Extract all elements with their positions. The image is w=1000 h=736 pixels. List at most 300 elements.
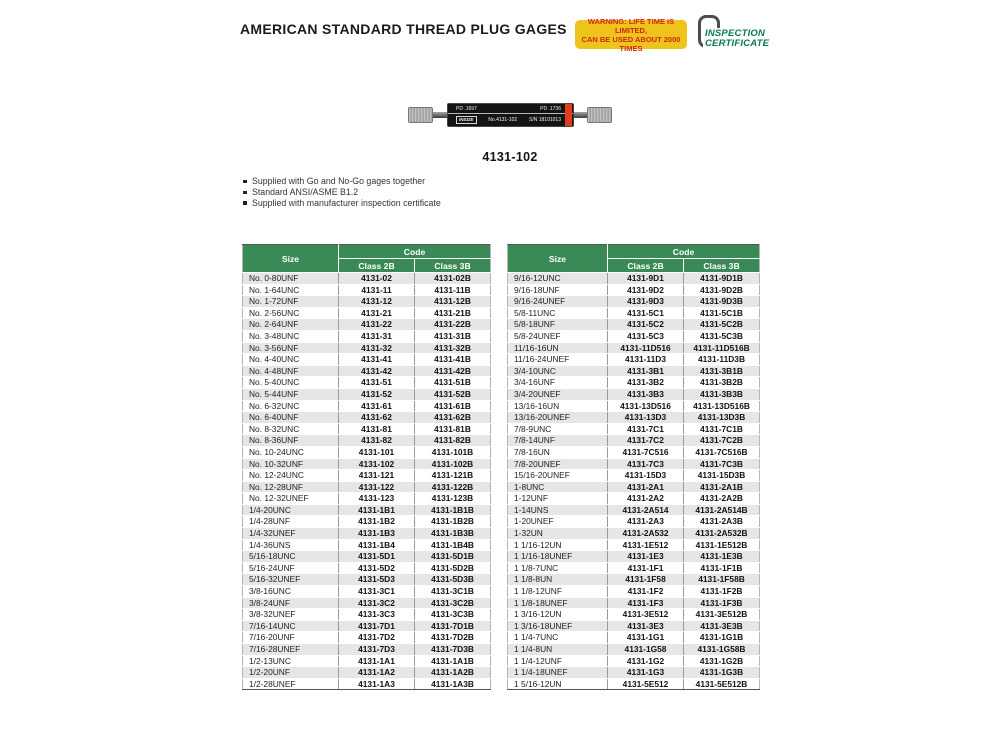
gage-handle <box>447 103 574 127</box>
table-row <box>508 412 760 424</box>
size-cell: 1 1/8-7UNC <box>508 562 608 574</box>
table-row <box>243 667 491 679</box>
code-cell: 4131-11D3B <box>684 354 760 366</box>
code-cell: 4131-7C516 <box>608 446 684 458</box>
table-row <box>508 377 760 389</box>
table-row <box>243 412 491 424</box>
table-row <box>243 423 491 435</box>
table-row <box>508 342 760 354</box>
code-cell: 4131-9D1B <box>684 273 760 285</box>
gage-number-label: No.4131-102 <box>488 117 518 123</box>
code-cell: 4131-11D3 <box>608 354 684 366</box>
table-row <box>508 504 760 516</box>
code-cell: 4131-1A3B <box>415 678 491 690</box>
code-cell: 4131-62 <box>339 412 415 424</box>
inspection-certificate-logo <box>696 15 770 55</box>
table-row <box>243 435 491 447</box>
size-code-table-left <box>242 244 491 690</box>
gage-serial-label: S/N 18101013 <box>529 117 561 123</box>
code-cell: 4131-1A2B <box>415 667 491 679</box>
table-row <box>508 354 760 366</box>
size-cell: 1 1/8-8UN <box>508 574 608 586</box>
code-cell: 4131-3E3B <box>684 620 760 632</box>
size-column-header: Size <box>508 245 608 273</box>
warning-line-2: CAN BE USED ABOUT 2000 TIMES <box>581 34 681 53</box>
table-row <box>243 365 491 377</box>
code-cell: 4131-9D3 <box>608 296 684 308</box>
pd-right-label: PD .1736 <box>540 106 561 112</box>
table-row <box>508 273 760 285</box>
table-row <box>508 481 760 493</box>
code-cell: 4131-32 <box>339 342 415 354</box>
table-row <box>243 400 491 412</box>
code-cell: 4131-3E512 <box>608 609 684 621</box>
size-cell: No. 2-64UNF <box>243 319 339 331</box>
size-code-table-right <box>507 244 760 690</box>
code-cell: 4131-2A532B <box>684 528 760 540</box>
table-row <box>508 528 760 540</box>
table-row <box>508 435 760 447</box>
table-row <box>243 528 491 540</box>
code-cell: 4131-52 <box>339 388 415 400</box>
code-cell: 4131-31 <box>339 330 415 342</box>
size-cell: No. 1-64UNC <box>243 284 339 296</box>
table-row <box>508 644 760 656</box>
code-cell: 4131-7C3 <box>608 458 684 470</box>
code-cell: 4131-21 <box>339 307 415 319</box>
code-cell: 4131-2A514 <box>608 504 684 516</box>
table-row <box>508 667 760 679</box>
size-cell: No. 6-32UNC <box>243 400 339 412</box>
code-cell: 4131-7D3 <box>339 644 415 656</box>
code-cell: 4131-1G2 <box>608 655 684 667</box>
code-cell: 4131-122B <box>415 481 491 493</box>
code-cell: 4131-1B4 <box>339 539 415 551</box>
table-row <box>243 470 491 482</box>
warning-badge <box>575 16 687 53</box>
table-row <box>508 284 760 296</box>
code-cell: 4131-123 <box>339 493 415 505</box>
size-cell: No. 10-24UNC <box>243 446 339 458</box>
code-cell: 4131-5D1 <box>339 551 415 563</box>
class-3b-header: Class 3B <box>684 259 760 273</box>
code-cell: 4131-32B <box>415 342 491 354</box>
table-row <box>243 342 491 354</box>
nogo-thread-tip <box>587 107 612 123</box>
size-cell: 1 1/8-18UNEF <box>508 597 608 609</box>
code-cell: 4131-1F2B <box>684 586 760 598</box>
code-cell: 4131-2A2 <box>608 493 684 505</box>
table-row <box>243 539 491 551</box>
table-row <box>243 620 491 632</box>
feature-item: Standard ANSI/ASME B1.2 <box>243 187 441 198</box>
code-cell: 4131-1B2 <box>339 516 415 528</box>
size-cell: 1/4-32UNEF <box>243 528 339 540</box>
size-cell: No. 3-48UNC <box>243 330 339 342</box>
table-row <box>508 365 760 377</box>
code-cell: 4131-122 <box>339 481 415 493</box>
code-cell: 4131-1E512B <box>684 539 760 551</box>
size-cell: No. 4-40UNC <box>243 354 339 366</box>
code-cell: 4131-7C2 <box>608 435 684 447</box>
code-cell: 4131-12B <box>415 296 491 308</box>
code-cell: 4131-9D1 <box>608 273 684 285</box>
size-cell: No. 12-24UNC <box>243 470 339 482</box>
code-cell: 4131-52B <box>415 388 491 400</box>
code-cell: 4131-7C516B <box>684 446 760 458</box>
code-cell: 4131-1B1 <box>339 504 415 516</box>
code-cell: 4131-1F1B <box>684 562 760 574</box>
code-cell: 4131-42 <box>339 365 415 377</box>
size-cell: 15/16-20UNEF <box>508 470 608 482</box>
certificate-line-1: INSPECTION <box>705 28 766 39</box>
size-cell: 1 1/4-8UN <box>508 644 608 656</box>
table-row <box>508 562 760 574</box>
code-cell: 4131-7D3B <box>415 644 491 656</box>
code-cell: 4131-3B1B <box>684 365 760 377</box>
code-cell: 4131-1E3 <box>608 551 684 563</box>
code-cell: 4131-5D3 <box>339 574 415 586</box>
code-cell: 4131-1F2 <box>608 586 684 598</box>
go-thread-tip <box>408 107 433 123</box>
code-cell: 4131-7C1B <box>684 423 760 435</box>
code-cell: 4131-02B <box>415 273 491 285</box>
table-row <box>508 655 760 667</box>
size-cell: 13/16-20UNEF <box>508 412 608 424</box>
table-row <box>243 493 491 505</box>
code-cell: 4131-7D2B <box>415 632 491 644</box>
size-cell: No. 2-56UNC <box>243 307 339 319</box>
size-cell: 1 1/4-18UNEF <box>508 667 608 679</box>
code-cell: 4131-5C2B <box>684 319 760 331</box>
table-row <box>243 597 491 609</box>
code-cell: 4131-1A1B <box>415 655 491 667</box>
code-cell: 4131-2A3 <box>608 516 684 528</box>
table-row <box>243 319 491 331</box>
size-cell: 1-8UNC <box>508 481 608 493</box>
code-cell: 4131-102B <box>415 458 491 470</box>
left-rod <box>433 112 447 118</box>
code-cell: 4131-1G3 <box>608 667 684 679</box>
certificate-line-2: CERTIFICATE <box>705 37 770 49</box>
table-row <box>243 446 491 458</box>
table-row <box>508 493 760 505</box>
size-column-header: Size <box>243 245 339 273</box>
code-cell: 4131-82B <box>415 435 491 447</box>
size-cell: 1 5/16-12UN <box>508 678 608 690</box>
size-cell: No. 5-44UNF <box>243 388 339 400</box>
code-cell: 4131-121B <box>415 470 491 482</box>
code-cell: 4131-5D2B <box>415 562 491 574</box>
code-cell: 4131-11 <box>339 284 415 296</box>
code-cell: 4131-7D1B <box>415 620 491 632</box>
size-cell: No. 4-48UNF <box>243 365 339 377</box>
code-cell: 4131-41B <box>415 354 491 366</box>
table-row <box>508 458 760 470</box>
code-cell: 4131-13D3 <box>608 412 684 424</box>
table-row <box>243 307 491 319</box>
size-cell: 1 1/16-12UN <box>508 539 608 551</box>
size-cell: No. 10-32UNF <box>243 458 339 470</box>
size-cell: 1 1/8-12UNF <box>508 586 608 598</box>
code-cell: 4131-1E3B <box>684 551 760 563</box>
size-cell: 7/16-14UNC <box>243 620 339 632</box>
code-cell: 4131-3B2B <box>684 377 760 389</box>
table-row <box>243 655 491 667</box>
code-cell: 4131-3C3B <box>415 609 491 621</box>
size-cell: 1 1/16-18UNEF <box>508 551 608 563</box>
code-cell: 4131-1F3B <box>684 597 760 609</box>
code-cell: 4131-1F58 <box>608 574 684 586</box>
thread-plug-gage-image <box>408 95 612 135</box>
table-row <box>243 330 491 342</box>
table-row <box>243 273 491 285</box>
code-cell: 4131-3E512B <box>684 609 760 621</box>
code-cell: 4131-5D2 <box>339 562 415 574</box>
size-cell: 7/16-20UNF <box>243 632 339 644</box>
table-row <box>508 319 760 331</box>
code-cell: 4131-11D516 <box>608 342 684 354</box>
code-cell: 4131-9D3B <box>684 296 760 308</box>
table-row <box>508 388 760 400</box>
size-cell: 1/4-28UNF <box>243 516 339 528</box>
code-cell: 4131-3B3 <box>608 388 684 400</box>
size-cell: 3/4-16UNF <box>508 377 608 389</box>
code-cell: 4131-1G1 <box>608 632 684 644</box>
size-cell: 3/8-16UNC <box>243 586 339 598</box>
code-cell: 4131-7C3B <box>684 458 760 470</box>
product-code-caption: 4131-102 <box>482 150 538 164</box>
size-cell: 1/2-28UNEF <box>243 678 339 690</box>
table-row <box>243 377 491 389</box>
table-row <box>243 388 491 400</box>
code-cell: 4131-1A1 <box>339 655 415 667</box>
class-3b-header: Class 3B <box>415 259 491 273</box>
size-cell: 7/8-14UNF <box>508 435 608 447</box>
brand-logo: INSIZE <box>456 116 477 124</box>
size-cell: 5/16-32UNEF <box>243 574 339 586</box>
size-cell: 1-32UN <box>508 528 608 540</box>
size-cell: 1 1/4-12UNF <box>508 655 608 667</box>
size-cell: No. 8-32UNC <box>243 423 339 435</box>
code-cell: 4131-1E512 <box>608 539 684 551</box>
code-cell: 4131-3C2 <box>339 597 415 609</box>
table-row <box>508 330 760 342</box>
code-cell: 4131-5E512B <box>684 678 760 690</box>
code-cell: 4131-5E512 <box>608 678 684 690</box>
code-cell: 4131-1B2B <box>415 516 491 528</box>
gage-top-markings <box>448 104 573 114</box>
code-cell: 4131-22 <box>339 319 415 331</box>
size-cell: 1-12UNF <box>508 493 608 505</box>
code-cell: 4131-5C1 <box>608 307 684 319</box>
code-cell: 4131-1G58 <box>608 644 684 656</box>
code-column-header: Code <box>608 245 760 259</box>
table-row <box>243 458 491 470</box>
size-cell: 5/8-24UNEF <box>508 330 608 342</box>
code-cell: 4131-1A3 <box>339 678 415 690</box>
size-cell: 5/8-11UNC <box>508 307 608 319</box>
table-row <box>243 574 491 586</box>
size-cell: 1 3/16-12UN <box>508 609 608 621</box>
size-cell: 5/16-24UNF <box>243 562 339 574</box>
size-cell: 9/16-18UNF <box>508 284 608 296</box>
size-cell: 9/16-24UNEF <box>508 296 608 308</box>
size-cell: 7/8-9UNC <box>508 423 608 435</box>
table-row <box>508 609 760 621</box>
code-cell: 4131-42B <box>415 365 491 377</box>
size-cell: No. 12-32UNEF <box>243 493 339 505</box>
size-cell: 1-20UNEF <box>508 516 608 528</box>
certificate-label <box>703 28 771 49</box>
code-cell: 4131-1G1B <box>684 632 760 644</box>
feature-item: Supplied with Go and No-Go gages together <box>243 176 441 187</box>
table-row <box>508 516 760 528</box>
table-row <box>243 504 491 516</box>
code-cell: 4131-22B <box>415 319 491 331</box>
code-cell: 4131-1G58B <box>684 644 760 656</box>
code-cell: 4131-7D1 <box>339 620 415 632</box>
code-cell: 4131-3C1B <box>415 586 491 598</box>
code-cell: 4131-5C2 <box>608 319 684 331</box>
code-cell: 4131-11B <box>415 284 491 296</box>
size-cell: 3/8-32UNEF <box>243 609 339 621</box>
table-row <box>243 609 491 621</box>
code-cell: 4131-101B <box>415 446 491 458</box>
table-row <box>243 516 491 528</box>
feature-item: Supplied with manufacturer inspection certificate <box>243 198 441 209</box>
table-row <box>508 586 760 598</box>
code-cell: 4131-3B2 <box>608 377 684 389</box>
code-cell: 4131-1G2B <box>684 655 760 667</box>
size-cell: 1 1/4-7UNC <box>508 632 608 644</box>
code-cell: 4131-1B3 <box>339 528 415 540</box>
code-cell: 4131-15D3 <box>608 470 684 482</box>
pd-left-label: PD .1697 <box>456 106 477 112</box>
code-cell: 4131-13D516B <box>684 400 760 412</box>
code-cell: 4131-5D1B <box>415 551 491 563</box>
code-cell: 4131-9D2B <box>684 284 760 296</box>
right-rod <box>574 112 587 118</box>
size-cell: 11/16-16UN <box>508 342 608 354</box>
size-cell: No. 0-80UNF <box>243 273 339 285</box>
code-cell: 4131-1G3B <box>684 667 760 679</box>
table-row <box>508 400 760 412</box>
table-row <box>243 284 491 296</box>
code-cell: 4131-13D3B <box>684 412 760 424</box>
code-cell: 4131-121 <box>339 470 415 482</box>
table-row <box>508 307 760 319</box>
feature-list <box>243 176 441 208</box>
size-cell: 7/16-28UNEF <box>243 644 339 656</box>
nogo-red-band <box>565 104 572 126</box>
code-cell: 4131-1F3 <box>608 597 684 609</box>
code-cell: 4131-7C2B <box>684 435 760 447</box>
code-cell: 4131-3B1 <box>608 365 684 377</box>
class-2b-header: Class 2B <box>608 259 684 273</box>
size-cell: 1/4-20UNC <box>243 504 339 516</box>
size-cell: No. 3-56UNF <box>243 342 339 354</box>
code-cell: 4131-13D516 <box>608 400 684 412</box>
code-cell: 4131-5C1B <box>684 307 760 319</box>
code-cell: 4131-7C1 <box>608 423 684 435</box>
code-cell: 4131-61 <box>339 400 415 412</box>
code-cell: 4131-102 <box>339 458 415 470</box>
code-cell: 4131-51 <box>339 377 415 389</box>
code-cell: 4131-82 <box>339 435 415 447</box>
code-cell: 4131-2A2B <box>684 493 760 505</box>
code-cell: 4131-1F58B <box>684 574 760 586</box>
table-row <box>243 296 491 308</box>
code-cell: 4131-101 <box>339 446 415 458</box>
code-cell: 4131-3B3B <box>684 388 760 400</box>
code-cell: 4131-51B <box>415 377 491 389</box>
table-row <box>243 586 491 598</box>
size-cell: 1-14UNS <box>508 504 608 516</box>
code-cell: 4131-7D2 <box>339 632 415 644</box>
table-row <box>508 597 760 609</box>
code-cell: 4131-2A532 <box>608 528 684 540</box>
code-cell: 4131-61B <box>415 400 491 412</box>
table-row <box>508 574 760 586</box>
code-cell: 4131-81 <box>339 423 415 435</box>
code-cell: 4131-3C2B <box>415 597 491 609</box>
size-cell: No. 1-72UNF <box>243 296 339 308</box>
size-cell: 9/16-12UNC <box>508 273 608 285</box>
code-cell: 4131-31B <box>415 330 491 342</box>
table-row <box>508 423 760 435</box>
code-column-header: Code <box>339 245 491 259</box>
size-cell: No. 6-40UNF <box>243 412 339 424</box>
code-cell: 4131-2A3B <box>684 516 760 528</box>
code-cell: 4131-21B <box>415 307 491 319</box>
code-cell: 4131-2A1B <box>684 481 760 493</box>
table-row <box>243 678 491 690</box>
size-cell: 3/4-20UNEF <box>508 388 608 400</box>
code-cell: 4131-3E3 <box>608 620 684 632</box>
code-cell: 4131-1B4B <box>415 539 491 551</box>
size-cell: 1/2-20UNF <box>243 667 339 679</box>
table-row <box>243 632 491 644</box>
size-cell: No. 8-36UNF <box>243 435 339 447</box>
code-cell: 4131-3C3 <box>339 609 415 621</box>
code-cell: 4131-1A2 <box>339 667 415 679</box>
size-cell: 3/4-10UNC <box>508 365 608 377</box>
table-row <box>508 632 760 644</box>
code-cell: 4131-1B3B <box>415 528 491 540</box>
code-cell: 4131-1B1B <box>415 504 491 516</box>
code-cell: 4131-2A514B <box>684 504 760 516</box>
code-cell: 4131-5C3B <box>684 330 760 342</box>
size-cell: 1/2-13UNC <box>243 655 339 667</box>
table-row <box>508 620 760 632</box>
table-row <box>508 446 760 458</box>
code-cell: 4131-9D2 <box>608 284 684 296</box>
code-cell: 4131-11D516B <box>684 342 760 354</box>
code-cell: 4131-62B <box>415 412 491 424</box>
table-row <box>508 678 760 690</box>
code-cell: 4131-15D3B <box>684 470 760 482</box>
code-cell: 4131-123B <box>415 493 491 505</box>
class-2b-header: Class 2B <box>339 259 415 273</box>
code-cell: 4131-81B <box>415 423 491 435</box>
table-row <box>243 644 491 656</box>
table-row <box>508 470 760 482</box>
code-cell: 4131-12 <box>339 296 415 308</box>
code-cell: 4131-5D3B <box>415 574 491 586</box>
code-cell: 4131-5C3 <box>608 330 684 342</box>
size-cell: 5/8-18UNF <box>508 319 608 331</box>
